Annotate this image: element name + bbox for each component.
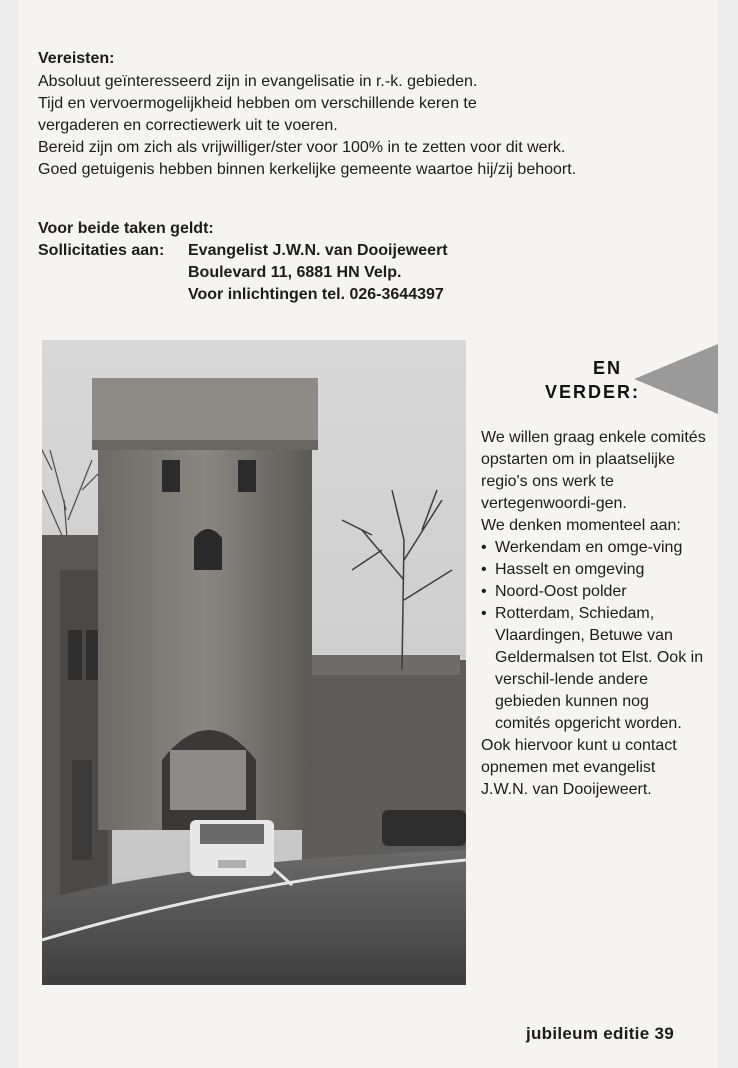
region-list (481, 537, 706, 735)
list-item: • Hasselt en omgeving (481, 559, 706, 581)
page-footer: jubileum editie 39 (525, 1024, 674, 1043)
list-item: • Noord-Oost polder (481, 581, 706, 603)
requirements-title: Vereisten: (38, 50, 115, 67)
banner-verder: VERDER: (544, 382, 640, 402)
requirement-line: Bereid zijn om zich als vrijwilliger/ster voor 100% in te zetten voor dit werk. (38, 139, 566, 156)
triangle-marker-icon (634, 344, 718, 414)
banner-en: EN (592, 358, 622, 378)
requirement-line: Goed getuigenis hebben binnen kerkelijke gemeente waartoe hij/zij behoort. (38, 161, 577, 178)
requirement-line: Absoluut geïnteresseerd zijn in evangelisatie in r.-k. gebieden. (38, 73, 478, 90)
application-row (38, 240, 698, 262)
requirement-line: vergaderen en correctiewerk uit te voeren. (38, 117, 338, 134)
sidebar-think: We denken momenteel aan: (481, 517, 681, 534)
sidebar-outro: Ook hiervoor kunt u contact opnemen met evangelist J.W.N. van Dooijeweert. (481, 737, 677, 798)
sidebar-intro: We willen graag enkele comités opstarten om in plaatselijke regio's ons werk te vertegenwoordi-gen. (481, 429, 706, 512)
application-title: Voor beide taken geldt: (38, 220, 214, 237)
requirements-section (38, 50, 698, 181)
list-item: • Rotterdam, Schiedam, Vlaardingen, Betuwe van Geldermalsen tot Elst. Ook in verschil-lende andere gebieden kunnen nog comités opgericht worden. (481, 603, 706, 735)
requirement-line: Tijd en vervoermogelijkheid hebben om verschillende keren te (38, 95, 477, 112)
sidebar-text (481, 427, 706, 801)
application-section (38, 218, 698, 306)
list-item: • Werkendam en omge-ving (481, 537, 706, 559)
city-gate-photo-drawing (42, 340, 466, 985)
application-label: Sollicitaties aan: (38, 242, 165, 259)
application-phone: Voor inlichtingen tel. 026-3644397 (188, 286, 444, 303)
application-name: Evangelist J.W.N. van Dooijeweert (188, 242, 448, 259)
application-address: Boulevard 11, 6881 HN Velp. (188, 264, 402, 281)
en-verder-banner (478, 338, 718, 418)
city-gate-photo (42, 340, 466, 985)
